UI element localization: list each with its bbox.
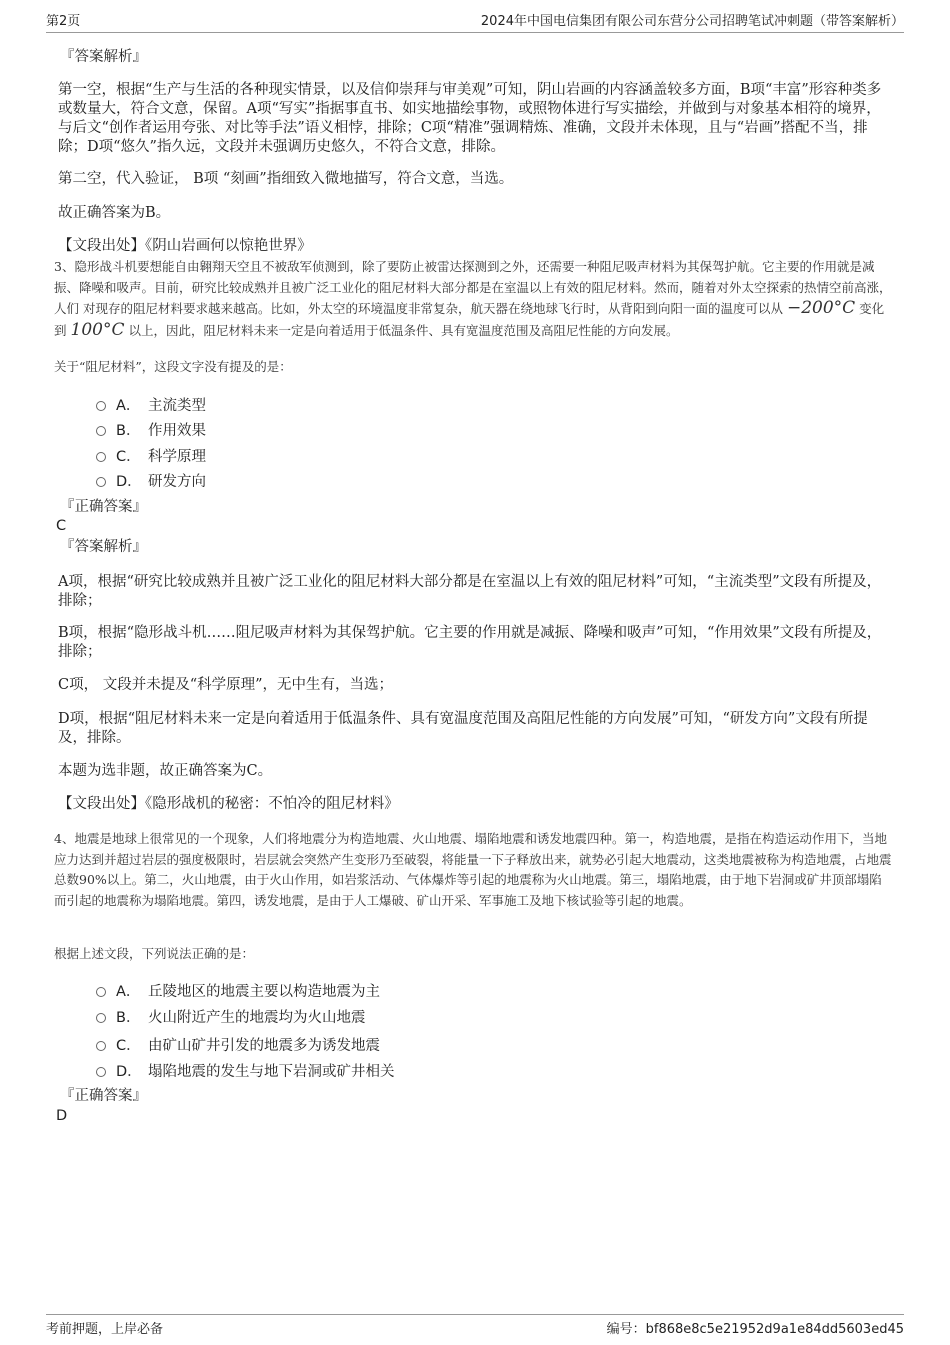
q2-source: 【文段出处】《阴山岩画何以惊艳世界》 (58, 238, 312, 254)
footer-serial: 编号：bf868e8c5e21952d9a1e84dd5603ed45 (606, 1322, 904, 1337)
q4-option-c[interactable]: C． 由矿山矿井引发的地震多为诱发地震 (96, 1034, 380, 1055)
q3-answer-title: 『正确答案』 (60, 499, 147, 515)
q3-analysis-c: C项， 文段并未提及“科学原理”，无中生有，当选； (58, 677, 394, 693)
q3-passage (54, 257, 894, 341)
q3-analysis-a: A项，根据“研究比较成熟并且被广泛工业化的阻尼材料大部分都是在室温以上有效的阻尼材料”可知，“主流类型”文段有所提及，排除； (58, 574, 882, 609)
q3-analysis-conclusion: 本题为选非题，故正确答案为C。 (58, 763, 273, 779)
page-footer (46, 1314, 904, 1337)
radio-icon[interactable] (96, 401, 106, 411)
radio-icon[interactable] (96, 452, 106, 462)
q3-answer: C (56, 518, 67, 534)
q4-option-b[interactable]: B． 火山附近产生的地震均为火山地震 (96, 1006, 366, 1027)
q3-option-b[interactable]: B． 作用效果 (96, 419, 206, 440)
q2-analysis-title: 『答案解析』 (60, 49, 147, 65)
q3-temp-high: 100°C (70, 319, 125, 340)
q4-answer: D (56, 1108, 68, 1124)
q3-analysis-title: 『答案解析』 (60, 539, 147, 555)
radio-icon[interactable] (96, 987, 106, 997)
radio-icon[interactable] (96, 1013, 106, 1023)
q2-analysis-p2: 第二空，代入验证， B项 “刻画”指细致入微地描写，符合文意，当选。 (58, 171, 514, 187)
document-title: 2024年中国电信集团有限公司东营分公司招聘笔试冲刺题（带答案解析） (480, 14, 904, 29)
q3-passage-mid: 变化到 (54, 301, 885, 338)
q3-passage-b: 以上，因此，阻尼材料未来一定是向着适用于低温条件、具有宽温度范围及高阻尼性能的方向发展。 (128, 322, 679, 338)
q2-analysis-p3: 故正确答案为B。 (58, 205, 171, 221)
q3-analysis-b: B项，根据“隐形战斗机……阻尼吸声材料为其保驾护航。它主要的作用就是减振、降噪和吸声”可知，“作用效果”文段有所提及，排除； (58, 625, 882, 660)
q3-question: 关于“阻尼材料”，这段文字没有提及的是： (54, 359, 292, 374)
q3-temp-low: −200°C (786, 298, 856, 318)
q3-source: 【文段出处】《隐形战机的秘密：不怕冷的阻尼材料》 (58, 796, 399, 812)
q4-option-a[interactable]: A． 丘陵地区的地震主要以构造地震为主 (96, 980, 380, 1001)
radio-icon[interactable] (96, 426, 106, 436)
q2-analysis-p1: 第一空，根据“生产与生活的各种现实情景，以及信仰崇拜与审美观”可知，阴山岩画的内容涵盖较多方面，B项“丰富”形容种类多或数量大，符合文意，保留。A项“写实”指据事直书、如实地描绘事物，或照物体进行写实描绘，并做到与对象基本相符的境界，与后文“创作者运用夸张、对比等手法”语义相悖，排除；C项“精准”强调精炼、准确，文段并未体现，且与“岩画”搭配不当，排除；D项“悠久”指久远，文段并未强调历史悠久，不符合文意，排除。 (58, 82, 882, 155)
radio-icon[interactable] (96, 1041, 106, 1051)
q4-answer-title: 『正确答案』 (60, 1088, 147, 1104)
q4-option-d[interactable]: D． 塌陷地震的发生与地下岩洞或矿井相关 (96, 1060, 395, 1081)
q3-analysis-d: D项，根据“阻尼材料未来一定是向着适用于低温条件、具有宽温度范围及高阻尼性能的方向发展”可知，“研发方向”文段有所提及，排除。 (58, 711, 868, 746)
q3-option-c[interactable]: C． 科学原理 (96, 445, 206, 466)
q3-option-a[interactable]: A． 主流类型 (96, 394, 206, 415)
radio-icon[interactable] (96, 1067, 106, 1077)
footer-slogan: 考前押题，上岸必备 (46, 1322, 164, 1337)
radio-icon[interactable] (96, 477, 106, 487)
q4-question: 根据上述文段，下列说法正确的是： (54, 946, 255, 961)
q3-passage-a: 3、隐形战斗机要想能自由翱翔天空且不被敌军侦测到，除了要防止被雷达探测到之外，还需要一种阻尼吸声材料为其保驾护航。它主要的作用就是减振、降噪和吸声。目前，研究比较成熟并且被广泛工业化的阻尼材料大部分都是在室温以上有效的阻尼材料。然而，随着对外太空探索的热情空前高涨， 人们 对现存的阻尼材料要求越来越高。比如，外太空的环境温度非常复杂，航天器在绕地球飞行时，从背阳到向阳一面的温度可以从 (54, 259, 892, 316)
q4-passage: 4、地震是地球上很常见的一个现象，人们将地震分为构造地震、火山地震、塌陷地震和诱发地震四种。第一，构造地震，是指在构造运动作用下，当地应力达到并超过岩层的强度极限时，岩层就会突然产生变形乃至破裂，将能量一下子释放出来，就势必引起大地震动，这类地震被称为构造地震，占地震总数90%以上。第二，火山地震，由于火山作用，如岩浆活动、气体爆炸等引起的地震称为火山地震。第三，塌陷地震，由于地下岩洞或矿井顶部塌陷而引起的地震称为塌陷地震。第四，诱发地震，是由于人工爆破、矿山开采、军事施工及地下核试验等引起的地震。 (54, 831, 892, 908)
page-header (46, 10, 904, 33)
q3-option-d[interactable]: D． 研发方向 (96, 470, 206, 491)
page-number: 第2页 (46, 14, 81, 29)
